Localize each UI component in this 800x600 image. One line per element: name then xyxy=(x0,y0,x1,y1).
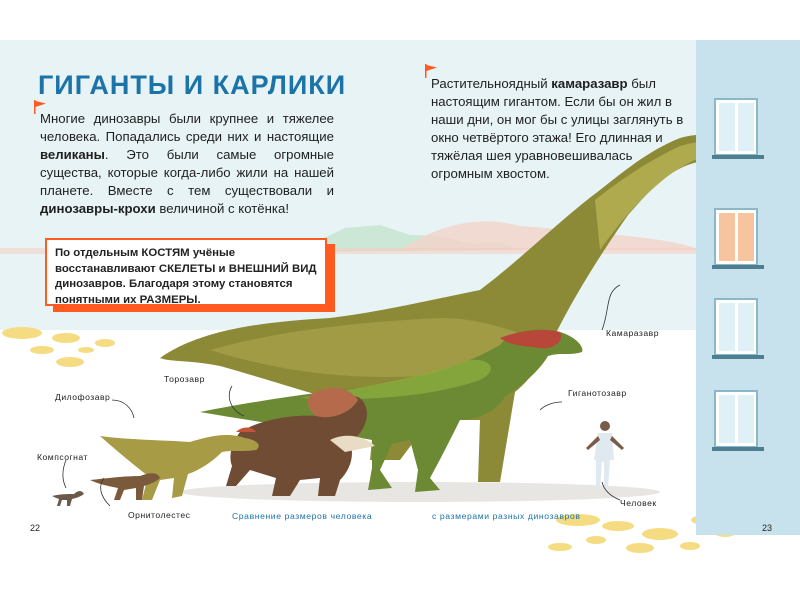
window-floor-2 xyxy=(714,298,758,356)
window-floor-1 xyxy=(714,390,758,448)
page-number-left: 22 xyxy=(30,523,41,533)
label-giganotosaurus: Гиганотозавр xyxy=(568,388,627,398)
window-floor-4 xyxy=(714,98,758,156)
page-title: ГИГАНТЫ И КАРЛИКИ xyxy=(38,70,347,100)
callout-box xyxy=(45,238,327,306)
human-illustration xyxy=(586,421,624,488)
label-compsognathus: Компсогнат xyxy=(37,452,88,462)
label-torosaurus: Торозавр xyxy=(164,374,205,384)
label-human: Человек xyxy=(620,498,657,508)
label-dilophosaurus: Дилофозавр xyxy=(55,392,111,402)
label-camarasaurus: Камаразавр xyxy=(606,328,659,338)
page-number-right: 23 xyxy=(762,523,773,533)
building-illustration xyxy=(696,40,800,535)
window-floor-3 xyxy=(714,208,758,266)
caption-right: с размерами разных динозавров xyxy=(432,511,581,521)
sand-spots-left xyxy=(2,327,115,367)
callout-text: По отдельным КОСТЯМ учёные восстанавливают СКЕЛЕТЫ и ВНЕШНИЙ ВИД динозавров. Благодаря этому становятся понятными их РАЗМЕРЫ. xyxy=(55,247,317,306)
compsognathus-illustration xyxy=(52,491,84,506)
label-ornitholestes: Орнитолестес xyxy=(128,510,191,520)
caption-left: Сравнение размеров человека xyxy=(232,511,373,521)
intro-paragraph: Многие динозавры были крупнее и тяжелее человека. Попадались среди них и настоящие великаны. Это были самые огромные существа, которые когда-либо жили на нашей планете. Вместе с тем существовали и динозавры-крохи величиной с котёнка! xyxy=(40,111,334,216)
camarasaurus-paragraph: Растительноядный камаразавр был настоящим гигантом. Если бы он жил в наши дни, он мог бы с улицы заглянуть в окно четвёртого этажа! Его длинная и тяжёлая шея уравновешивалась огромным хвостом. xyxy=(431,76,684,181)
